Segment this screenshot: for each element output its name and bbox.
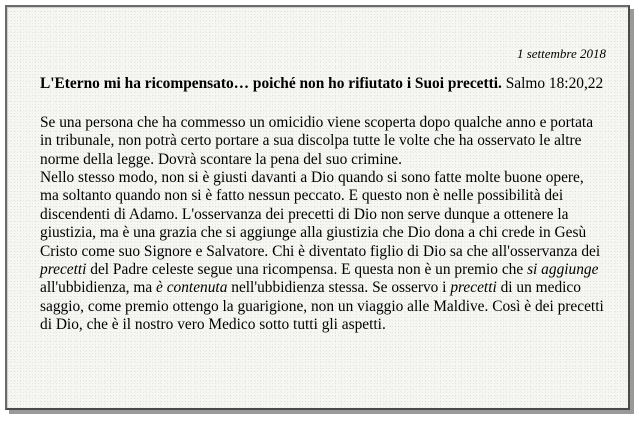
date-label: 1 settembre 2018 xyxy=(516,46,606,61)
devotional-body xyxy=(40,114,606,335)
paragraph-2-text-1: Nello stesso modo, non si è giusti davanti a Dio quando si sono fatte molte buone opere, ma soltanto quando non si è fatto nessun peccato. E questo non è nelle possibilità dei discendenti di Adamo. L'osservanza dei precetti di Dio non serve dunque a ottenere la giustizia, ma è una grazia che si aggiunge alla giustizia che Dio dona a chi crede in Gesù Cristo come suo Signore e Salvatore. Chi è diventato figlio di Dio sa che all'osservanza dei xyxy=(40,169,601,260)
emphasis-precetti-1: precetti xyxy=(40,261,87,279)
paragraph-2-text-5: di un medico saggio, come premio ottengo la guarigione, non un viaggio alle Maldive. Così è dei precetti di Dio, che è il nostro vero Medico sotto tutti gli aspetti. xyxy=(40,279,604,334)
devotional-content xyxy=(40,45,606,335)
paragraph-2-text-2: del Padre celeste segue una ricompensa. E questa non è un premio che xyxy=(86,261,528,279)
scripture-reference: Salmo 18:20,22 xyxy=(505,75,604,93)
paragraph-2 xyxy=(40,169,606,335)
paragraph-1: Se una persona che ha commesso un omicidio viene scoperta dopo qualche anno e portata in tribunale, non potrà certo portare a sua discolpa tutte le volte che ha osservato le altre norme della legge. Dovrà scontare la pena del suo crimine. xyxy=(40,113,594,168)
emphasis-e-contenuta: è contenuta xyxy=(156,279,228,297)
paragraph-2-text-4: nell'ubbidienza stessa. Se osservo i xyxy=(227,279,451,297)
emphasis-si-aggiunge: si aggiunge xyxy=(527,261,599,279)
devotional-frame xyxy=(5,5,630,410)
scripture-title: L'Eterno mi ha ricompensato… poiché non ho rifiutato i Suoi precetti. xyxy=(40,75,502,93)
scripture-heading xyxy=(40,75,606,93)
paragraph-2-text-3: all'ubbidienza, ma xyxy=(40,279,157,297)
emphasis-precetti-2: precetti xyxy=(450,279,497,297)
